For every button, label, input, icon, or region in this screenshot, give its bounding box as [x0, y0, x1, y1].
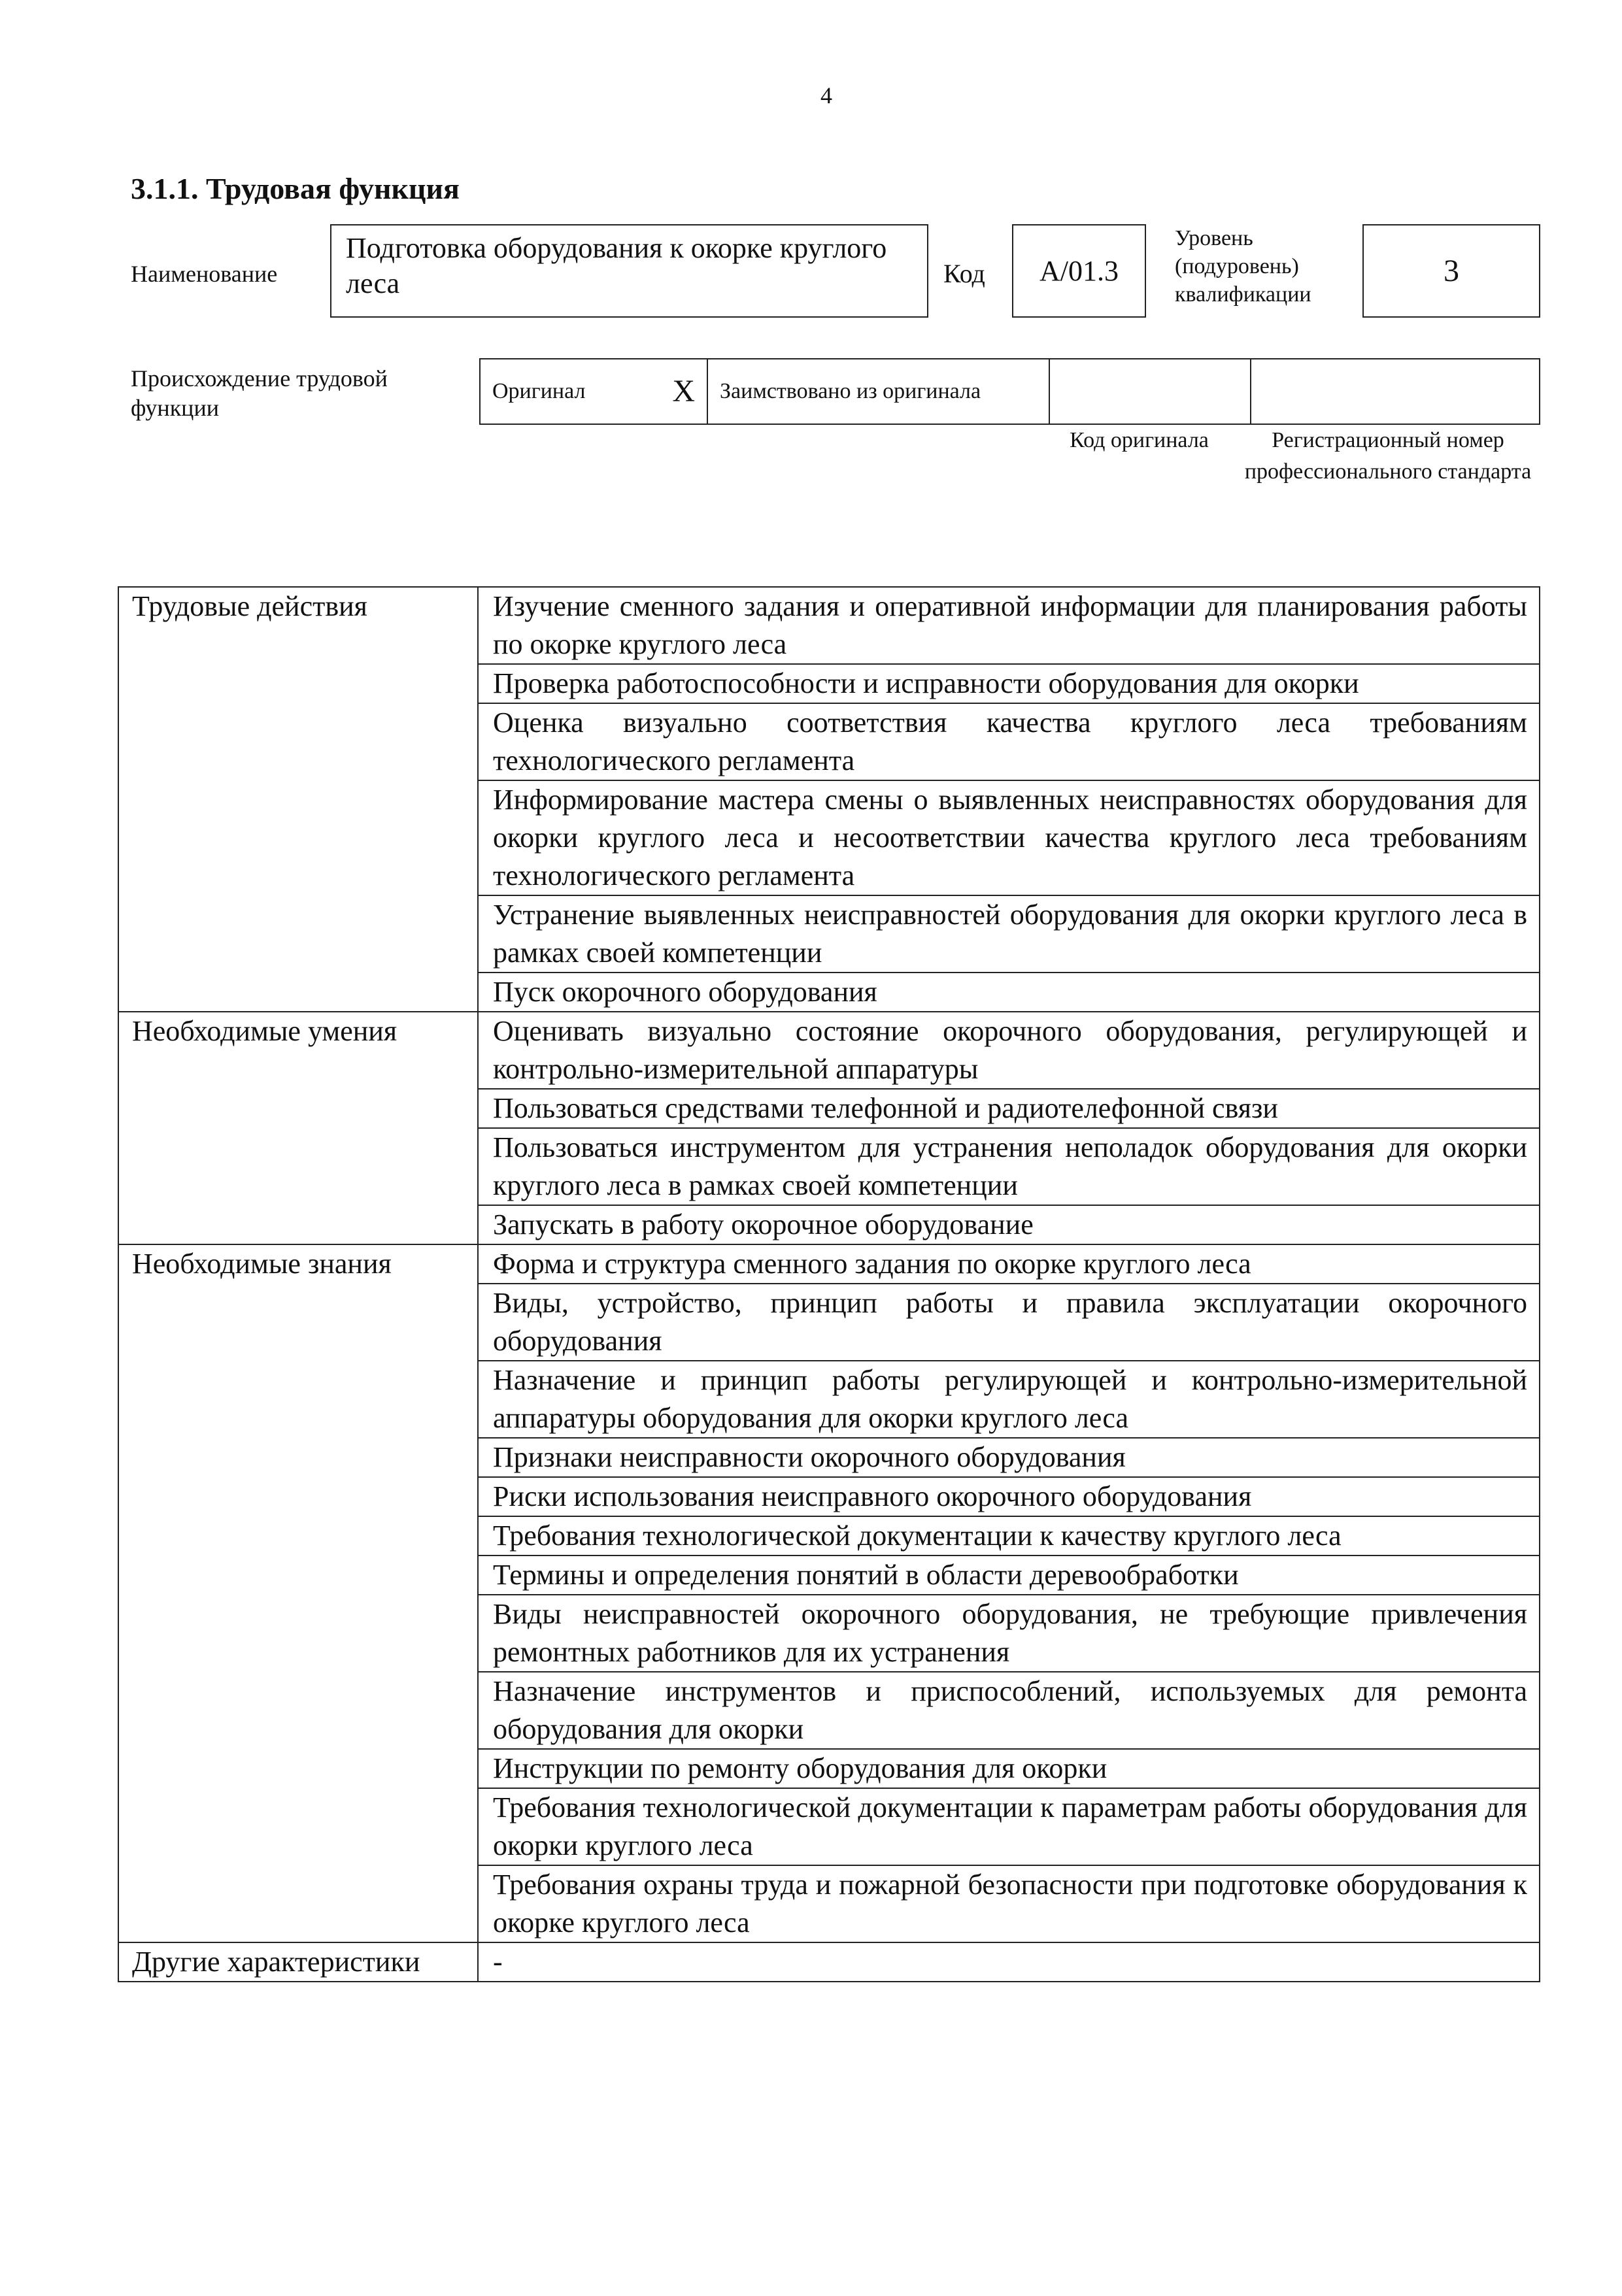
- origin-original-cell: [480, 359, 707, 424]
- original-label: Оригинал: [492, 379, 586, 403]
- section-title-cell: Необходимые знания: [118, 1244, 478, 1942]
- level-label-line3: квалификации: [1175, 282, 1311, 307]
- section-item-cell: Изучение сменного задания и оперативной информации для планирования работы по окорке круглого леса: [478, 587, 1540, 664]
- section-item-cell: Назначение и принцип работы регулирующей и контрольно-измерительной аппаратуры оборудования для окорки круглого леса: [478, 1361, 1540, 1438]
- origin-label: [131, 364, 445, 423]
- section-item-cell: Виды, устройство, принцип работы и правила эксплуатации окорочного оборудования: [478, 1284, 1540, 1361]
- section-item-cell: Информирование мастера смены о выявленных неисправностях оборудования для окорки круглого леса и несоответствии качества круглого леса требованиям технологического регламента: [478, 780, 1540, 895]
- origin-borrowed-cell: [707, 359, 1049, 424]
- section-title-cell: Необходимые умения: [118, 1012, 478, 1244]
- level-value: 3: [1362, 224, 1540, 318]
- section-title-cell: Трудовые действия: [118, 587, 478, 1012]
- origin-label-text: Происхождение трудовой функции: [131, 365, 388, 421]
- origin-reg-cell: [1251, 359, 1540, 424]
- function-details-table: [118, 586, 1540, 1982]
- function-details-body: [118, 587, 1540, 1982]
- section-item-cell: Пользоваться инструментом для устранения неполадок оборудования для окорки круглого леса в рамках своей компетенции: [478, 1128, 1540, 1205]
- section-item-cell: Риски использования неисправного окорочного оборудования: [478, 1477, 1540, 1516]
- table-row: [118, 1942, 1540, 1982]
- section-item-cell: Устранение выявленных неисправностей оборудования для окорки круглого леса в рамках своей компетенции: [478, 895, 1540, 973]
- section-item-cell: Проверка работоспособности и исправности оборудования для окорки: [478, 664, 1540, 703]
- origin-code-cell: [1049, 359, 1251, 424]
- section-item-cell: Пользоваться средствами телефонной и радиотелефонной связи: [478, 1089, 1540, 1128]
- level-label-line1: Уровень: [1175, 226, 1253, 250]
- section-item-cell: Признаки неисправности окорочного оборудования: [478, 1438, 1540, 1477]
- original-mark: X: [672, 374, 695, 408]
- section-item-cell: Виды неисправностей окорочного оборудования, не требующие привлечения ремонтных работников для их устранения: [478, 1595, 1540, 1672]
- code-original-caption: Код оригинала: [1070, 428, 1209, 452]
- section-item-cell: Требования технологической документации к параметрам работы оборудования для окорки круглого леса: [478, 1788, 1540, 1865]
- name-label: Наименование: [131, 261, 278, 287]
- section-item-cell: Инструкции по ремонту оборудования для окорки: [478, 1749, 1540, 1788]
- table-row: [118, 1012, 1540, 1089]
- table-row: [118, 587, 1540, 664]
- origin-row: [480, 359, 1540, 424]
- section-item-cell: Пуск окорочного оборудования: [478, 973, 1540, 1012]
- code-label: Код: [943, 259, 985, 288]
- level-label: [1175, 224, 1311, 308]
- section-item-cell: Требования технологической документации к качеству круглого леса: [478, 1516, 1540, 1556]
- reg-number-caption: Регистрационный номер профессионального стандарта: [1244, 428, 1532, 484]
- section-item-cell: Термины и определения понятий в области деревообработки: [478, 1556, 1540, 1595]
- section-item-cell: Запускать в работу окорочное оборудование: [478, 1205, 1540, 1244]
- origin-table: [479, 358, 1540, 425]
- level-label-line2: (подуровень): [1175, 254, 1299, 278]
- section-item-cell: Оценка визуально соответствия качества круглого леса требованиям технологического регламента: [478, 703, 1540, 780]
- section-item-cell: Форма и структура сменного задания по окорке круглого леса: [478, 1244, 1540, 1284]
- section-title-cell: Другие характеристики: [118, 1942, 478, 1982]
- page-number: 4: [820, 82, 832, 108]
- section-item-cell: Оценивать визуально состояние окорочного оборудования, регулирующей и контрольно-измерительной аппаратуры: [478, 1012, 1540, 1089]
- section-item-cell: Назначение инструментов и приспособлений, используемых для ремонта оборудования для окорки: [478, 1672, 1540, 1749]
- section-item-cell: -: [478, 1942, 1540, 1982]
- section-title: 3.1.1. Трудовая функция: [131, 172, 460, 205]
- function-name-value: Подготовка оборудования к окорке круглого леса: [330, 224, 928, 318]
- section-item-cell: Требования охраны труда и пожарной безопасности при подготовке оборудования к окорке круглого леса: [478, 1865, 1540, 1942]
- code-value: A/01.3: [1012, 224, 1146, 318]
- borrowed-label: Заимствовано из оригинала: [720, 379, 981, 403]
- table-row: [118, 1244, 1540, 1284]
